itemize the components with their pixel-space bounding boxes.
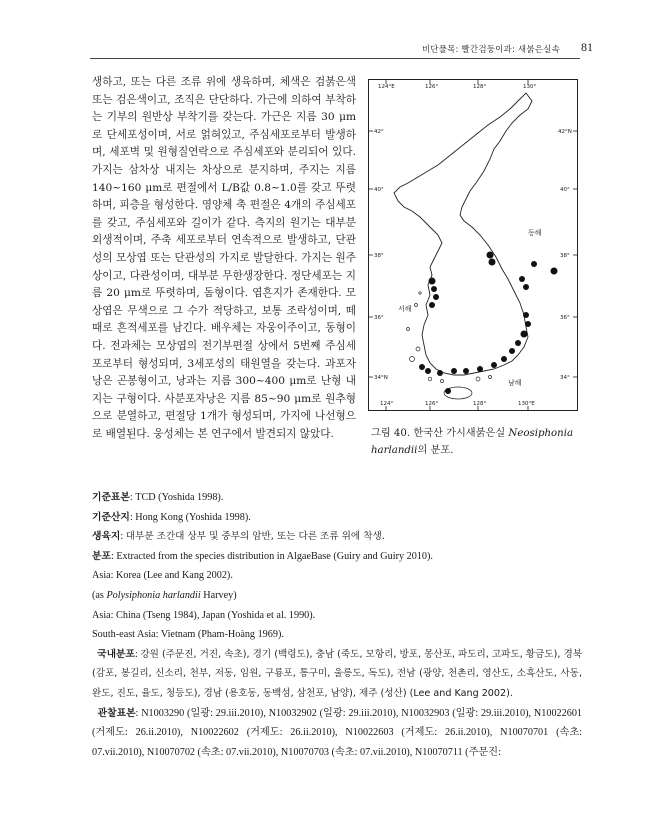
habitat: 생육지: 대부분 조간대 상부 및 중부의 암반, 또는 다른 조류 위에 착생. — [92, 531, 385, 543]
domestic-label: 국내분포 — [97, 648, 135, 660]
lat-label-right: 34° — [560, 375, 570, 381]
caption-suffix: 의 분포. — [417, 445, 454, 456]
caption-prefix: 그림 40. 한국산 가시새붉은실 — [371, 428, 509, 439]
lon-label-top: 130° — [523, 84, 537, 90]
east-sea-label: 동해 — [528, 229, 542, 237]
examined-label: 관찰표본 — [97, 707, 136, 719]
domestic-value: 강원 (주문진, 거진, 속초), 경기 (백령도), 충남 (죽도, 모항리, 방포, 몽산포, 파도리, 고파도, 황금도), 경북 (감포, 봉길리, 신소리, 천부, 저동, 임원, 구룡포, 통구미, 울릉도, 독도), 전남 (광양, 천촌리, 영산도, 소흑산도, 사동, 완도, 진도, 율도, 청등도), 경남 (용호동, 동백섬, 삼천포, 남양), 제주 (성산) (Lee and Kang 2002). — [92, 648, 582, 699]
description-paragraph: 생하고, 또는 다른 조류 위에 생육하며, 체색은 검붉은색 또는 검은색이고, 조직은 단단하다. 가근에 의하여 부착하는 기부의 원반상 부착기를 갖는다. 가근은 지름 30 μm로 단세포성이며, 서로 얽혀있고, 주심세포로부터 발생하며, 세포벽 및 원형질연락으로 주심세포와 분리되어 있다. 가지는 삼차상 내지는 차상으로 분지하며, 주지는 지름 140~160 μm로 편절에서 L/B값 0.8~1.0를 갖고 뚜렷하며, 피층을 형성한다. 영양체 축 편절은 4개의 주심세포를 갖고, 주심세포와 길이가 같다. 측지의 원기는 대부분 외생적이며, 주축 세포로부터 연속적으로 발생하고, 단관성의 모상엽 또는 단관성의 가지로 발달한다. 가지는 원주상이고, 다관성이며, 대부분 무한생장한다. 정단세포는 지름 20 μm로 뚜렷하며, 돔형이다. 엽흔지가 존재한다. 모상엽은 무색으로 그 수가 적당하고, 보통 조락성이며, 떼때로 흔적세포를 남긴다. 배우체는 자웅이주이고, 동형이다. 전과체는 모상엽의 전기부편절 상에서 5번째 주심세포로부터 형성되며, 3세포성의 태원열을 갖는다. 과포자낭은 곤봉형이고, 낭과는 지름 300~400 μm로 난형 내지는 구형이다. 사분포자낭은 지름 85~90 μm로 원추형으로 분열하고, 편절당 1개가 형성되며, 가지에 나선형으로 배열된다. 웅성체는 본 연구에서 발견되지 않았다. — [92, 76, 356, 440]
type-locality: 기준산지: Hong Kong (Yoshida 1998). — [92, 511, 251, 523]
lat-label-left: 36° — [374, 315, 384, 321]
lon-label-bottom: 126° — [425, 401, 439, 407]
running-title: 비단풀목: 빨간검둥이과: 새붉은실속 — [421, 45, 560, 55]
lat-label-right: 36° — [560, 315, 570, 321]
lat-label-left: 38° — [374, 253, 384, 259]
lon-label-bottom: 124° — [380, 401, 394, 407]
habitat-label: 생육지 — [92, 531, 121, 543]
lat-label-right: 40° — [560, 187, 570, 193]
lon-label-top: 124°E — [378, 84, 395, 90]
caption-species: Neosiphonia harlandii — [371, 428, 574, 456]
distribution-asia: Asia: Korea (Lee and Kang 2002). — [92, 570, 233, 582]
lat-label-right: 42°N — [558, 129, 572, 135]
examined-specimens: 관찰표본: N1003290 (일광: 29.iii.2010), N10032902 (일광: 29.iii.2010), N10032903 (일광: 29.iii.2010), N10022601 (거제도: 26.ii.2010), N10022602 (거제도: 26.ii.2010), N10022603 (거제도: 26.ii.2010), N10070701 (속초: 07.vii.2010), N10070702 (속초: 07.vii.2010), N10070703 (속초: 07.vii.2010), N10070711 (주문진: — [92, 707, 583, 758]
page-header — [0, 40, 652, 56]
distribution-label: 분포 — [92, 550, 111, 562]
page-number: 81 — [581, 40, 593, 54]
distribution-synonym — [92, 586, 582, 606]
west-sea-label: 서해 — [398, 305, 412, 313]
distribution-se-asia: South-east Asia: Vietnam (Pham-Hoàng 1969). — [92, 629, 284, 641]
header-rule — [90, 58, 580, 59]
figure-caption — [371, 425, 581, 459]
species-details — [92, 488, 582, 762]
lat-label-right: 38° — [560, 253, 570, 259]
type-specimen-label: 기준표본 — [92, 492, 130, 503]
type-specimen-value: TCD (Yoshida 1998). — [135, 492, 224, 503]
distribution: 분포: Extracted from the species distribution in AlgaeBase (Guiry and Guiry 2010). — [92, 550, 433, 562]
lon-label-top: 126° — [425, 84, 439, 90]
synonym-open: (as — [92, 589, 107, 601]
lat-label-left: 42° — [374, 129, 384, 135]
distribution-china-japan: Asia: China (Tseng 1984), Japan (Yoshida et al. 1990). — [92, 609, 316, 621]
distribution-figure — [368, 79, 578, 419]
type-locality-label: 기준산지 — [92, 511, 130, 523]
habitat-value: 대부분 조간대 상부 및 중부의 암반, 또는 다른 조류 위에 착생. — [125, 531, 385, 543]
type-specimen: 기준표본: TCD (Yoshida 1998). — [92, 492, 224, 503]
examined-value: N1003290 (일광: 29.iii.2010), N10032902 (일광: 29.iii.2010), N10032903 (일광: 29.iii.2010), N10022601 (거제도: 26.ii.2010), N10022602 (거제도: 26.ii.2010), N10022603 (거제도: 26.ii.2010), N10070701 (속초: 07.vii.2010), N10070702 (속초: 07.vii.2010), N10070703 (속초: 07.vii.2010), N10070711 (주문진: — [92, 707, 583, 758]
south-sea-label: 남해 — [508, 379, 522, 387]
domestic-distribution: 국내분포: 강원 (주문진, 거진, 속초), 경기 (백령도), 충남 (죽도, 모항리, 방포, 몽산포, 파도리, 고파도, 황금도), 경북 (감포, 봉길리, 신소리, 천부, 저동, 임원, 구룡포, 통구미, 울릉도, 독도), 전남 (광양, 천촌리, 영산도, 소흑산도, 사동, 완도, 진도, 율도, 청등도), 경남 (용호동, 동백섬, 삼천포, 남양), 제주 (성산) (Lee and Kang 2002). — [92, 648, 582, 699]
lat-label-left: 40° — [374, 187, 384, 193]
synonym-close: Harvey) — [200, 589, 237, 601]
lon-label-bottom: 128° — [473, 401, 487, 407]
type-locality-value: Hong Kong (Yoshida 1998). — [135, 511, 251, 523]
description-column — [92, 74, 356, 443]
lat-label-left: 34°N — [374, 375, 388, 381]
distribution-map — [368, 79, 578, 411]
lon-label-bottom: 130°E — [518, 401, 535, 407]
distribution-value: Extracted from the species distribution in AlgaeBase (Guiry and Guiry 2010). — [116, 550, 433, 562]
synonym-species: Polysiphonia harlandii — [106, 589, 201, 601]
lon-label-top: 128° — [473, 84, 487, 90]
